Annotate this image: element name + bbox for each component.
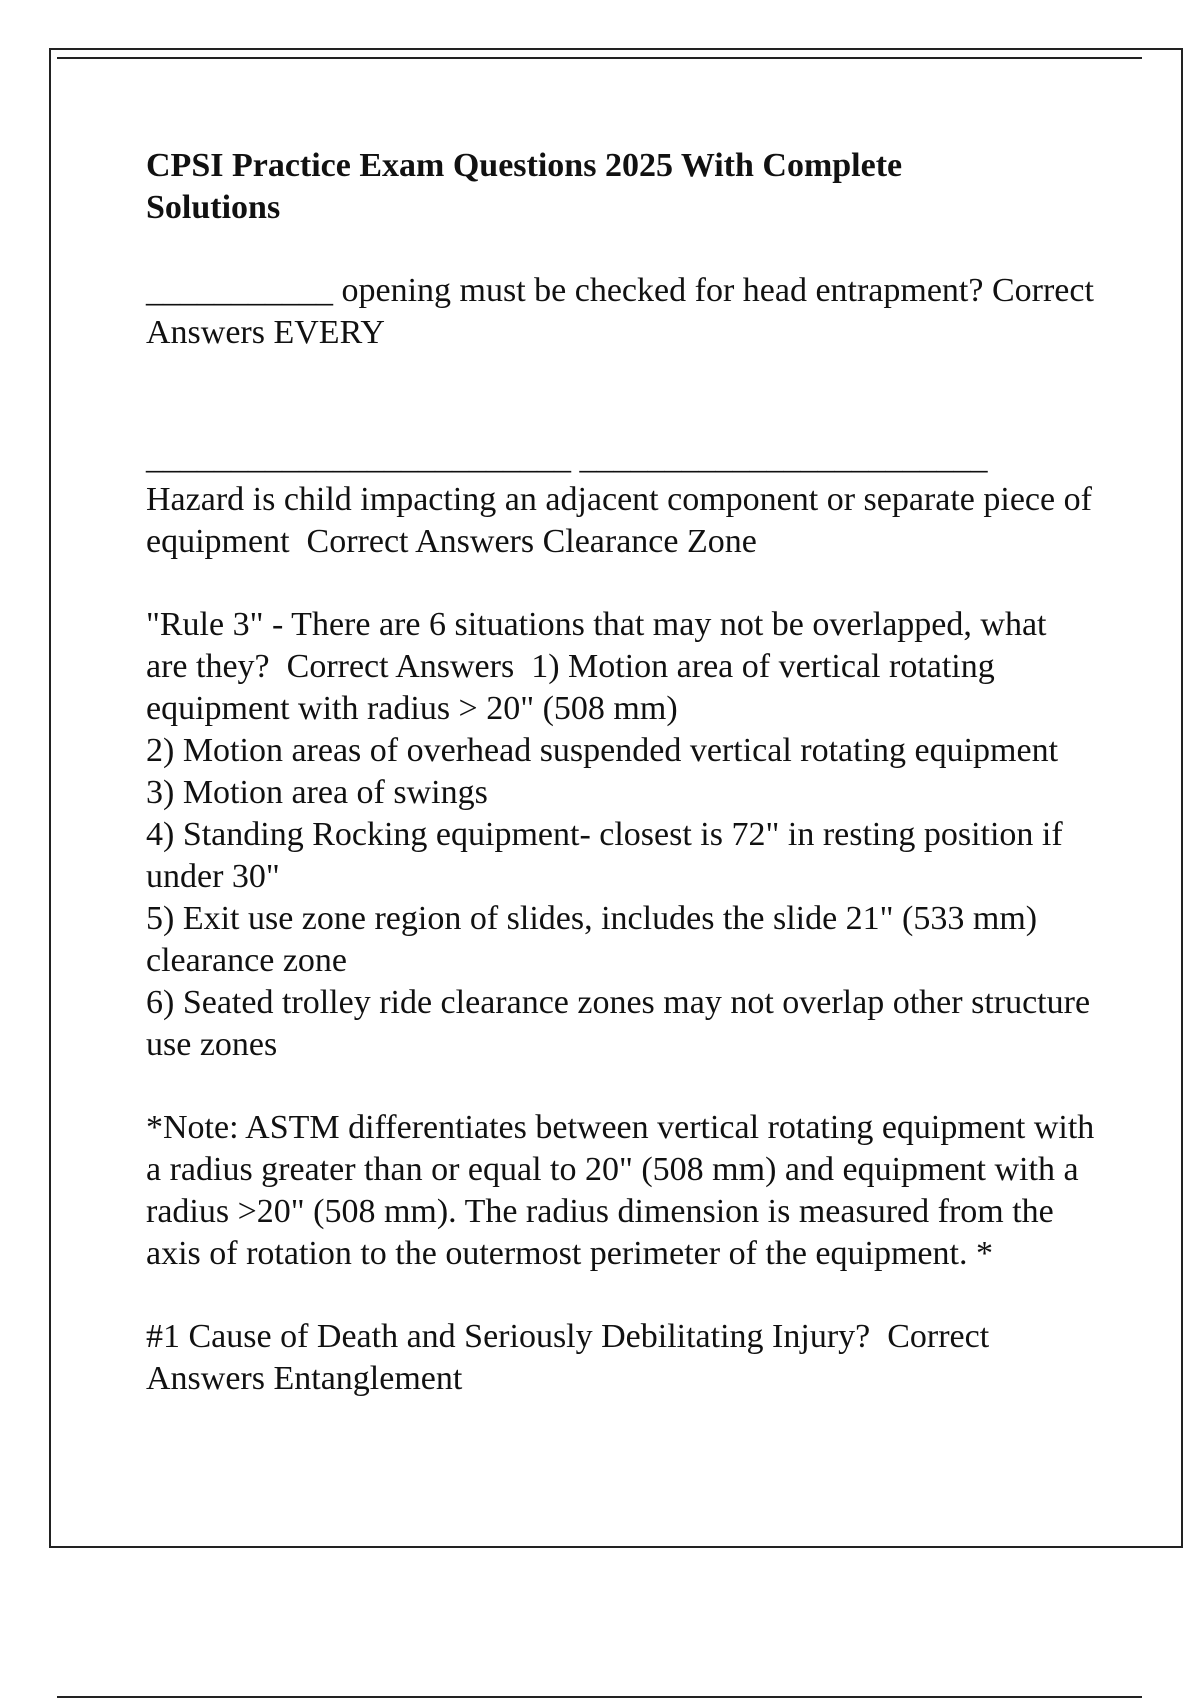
qa-item-5 bbox=[146, 1316, 1096, 1400]
spacer bbox=[146, 395, 1096, 437]
qa-item-2 bbox=[146, 395, 1096, 563]
qa-item-1 bbox=[146, 270, 1096, 354]
question-text: #1 Cause of Death and Seriously Debilitating Injury? bbox=[146, 1318, 871, 1355]
answer-prefix: Correct Answers bbox=[286, 648, 515, 685]
answer-item-6: 6) Seated trolley ride clearance zones may not overlap other structure use zones bbox=[146, 984, 1091, 1063]
answer-text: Correct Answers Clearance Zone bbox=[306, 523, 757, 560]
answer-item-2: 2) Motion areas of overhead suspended vertical rotating equipment bbox=[146, 732, 1059, 769]
document-title: CPSI Practice Exam Questions 2025 With Complete Solutions bbox=[146, 147, 903, 226]
qa-item-3 bbox=[146, 604, 1096, 1066]
top-divider bbox=[57, 57, 1142, 59]
answer-text: Correct Answers EVERY bbox=[146, 272, 1094, 351]
document-body bbox=[146, 145, 1096, 1400]
answer-list bbox=[146, 730, 1096, 1066]
question-text: ___________ opening must be checked for head entrapment? bbox=[146, 272, 984, 309]
answer-item-1: 1) Motion area of vertical rotating equipment with radius > 20" (508 mm) bbox=[146, 648, 995, 727]
question-text: "Rule 3" - There are 6 situations that may not be overlapped, what are they? bbox=[146, 606, 1047, 685]
bottom-divider bbox=[57, 1696, 1142, 1698]
note-text: *Note: ASTM differentiates between vertical rotating equipment with a radius greater than or equal to 20" (508 mm) and equipment with a radius >20" (508 mm). The radius dimension is measured from the axis of rotation to the outermost perimeter of the equipment. * bbox=[146, 1109, 1095, 1272]
answer-text: Correct Answers Entanglement bbox=[146, 1318, 990, 1397]
answer-item-3: 3) Motion area of swings bbox=[146, 774, 488, 811]
answer-item-4: 4) Standing Rocking equipment- closest is 72" in resting position if under 30" bbox=[146, 816, 1063, 895]
question-text: Hazard is child impacting an adjacent component or separate piece of equipment bbox=[146, 481, 1092, 560]
answer-item-5: 5) Exit use zone region of slides, includes the slide 21" (533 mm) clearance zone bbox=[146, 900, 1038, 979]
fill-in-blank-line: _________________________ ________________________ bbox=[146, 439, 988, 476]
note-block bbox=[146, 1107, 1096, 1275]
